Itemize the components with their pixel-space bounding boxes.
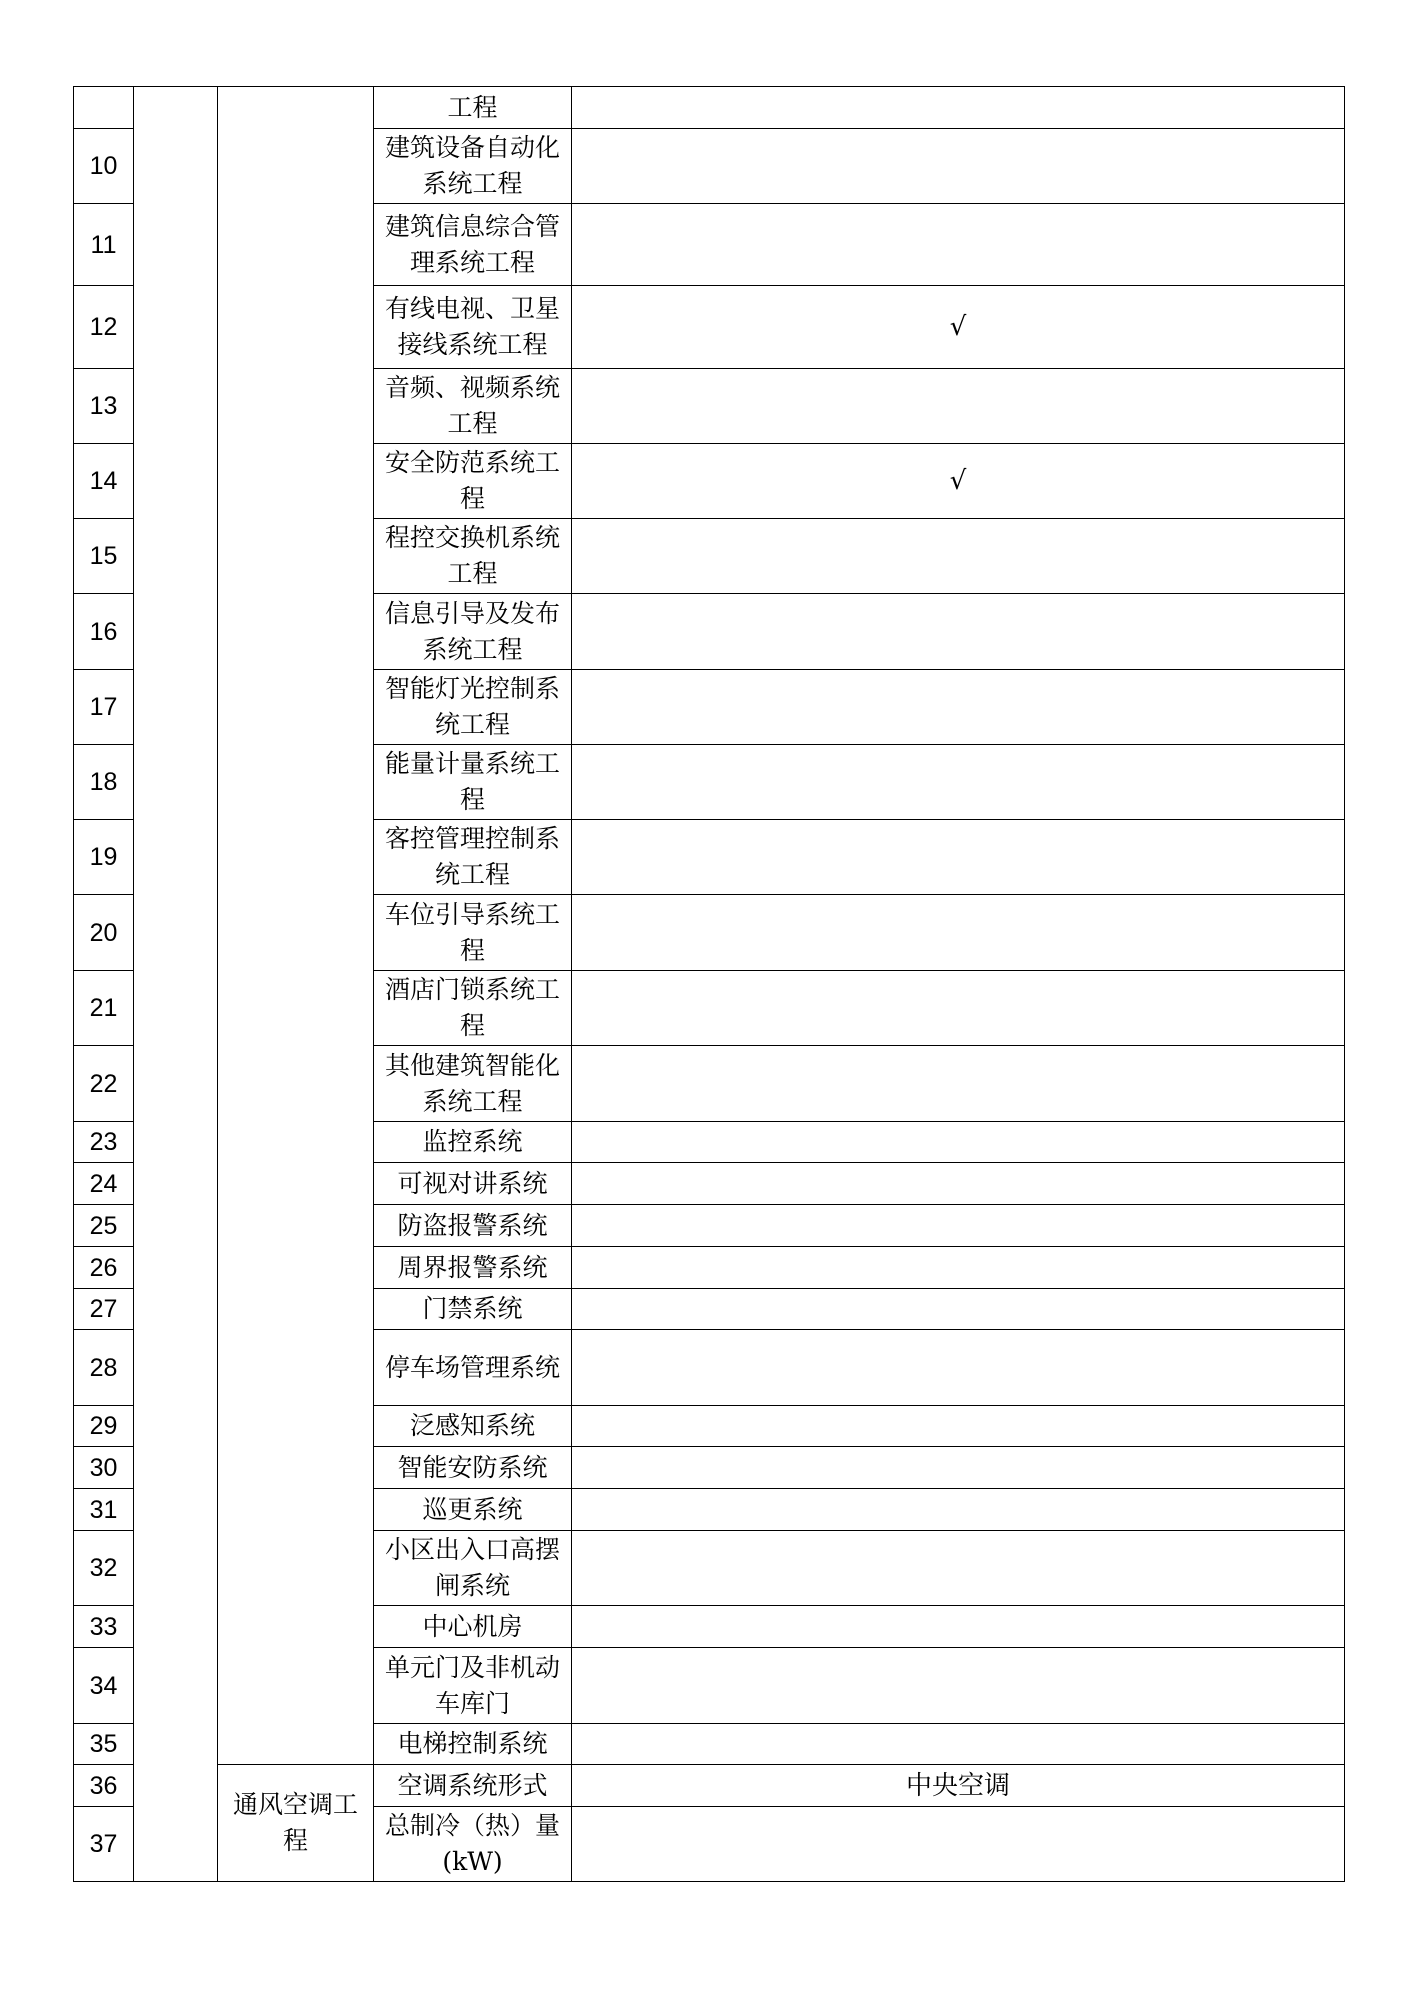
row-number: 32 [74,1531,134,1606]
row-number: 21 [74,971,134,1046]
row-number: 20 [74,895,134,971]
item-value [572,1289,1345,1330]
item-value [572,1531,1345,1606]
row-number: 35 [74,1724,134,1765]
item-value: √ [572,444,1345,519]
item-name: 电梯控制系统 [374,1724,572,1765]
item-value [572,129,1345,204]
item-name: 空调系统形式 [374,1765,572,1807]
project-info-table [73,86,1345,1882]
row-number: 36 [74,1765,134,1807]
item-value [572,594,1345,670]
row-number: 30 [74,1447,134,1489]
item-name: 酒店门锁系统工程 [374,971,572,1046]
row-number: 10 [74,129,134,204]
item-value [572,1447,1345,1489]
row-number: 24 [74,1163,134,1205]
table-row [74,87,1345,129]
item-name: 单元门及非机动车库门 [374,1648,572,1724]
item-name: 工程 [374,87,572,129]
item-name: 防盗报警系统 [374,1205,572,1247]
item-value [572,745,1345,820]
row-number: 16 [74,594,134,670]
item-value: 中央空调 [572,1765,1345,1807]
item-name: 安全防范系统工程 [374,444,572,519]
subcategory-cell [218,87,374,1765]
item-value [572,670,1345,745]
row-number: 37 [74,1807,134,1882]
table-row [74,1765,1345,1807]
item-value [572,895,1345,971]
item-name: 泛感知系统 [374,1406,572,1447]
item-name: 总制冷（热）量(kW) [374,1807,572,1882]
row-number: 13 [74,369,134,444]
item-value [572,1648,1345,1724]
item-name: 车位引导系统工程 [374,895,572,971]
item-value [572,1606,1345,1648]
item-name: 周界报警系统 [374,1247,572,1289]
item-name: 建筑设备自动化系统工程 [374,129,572,204]
row-number: 25 [74,1205,134,1247]
item-value [572,204,1345,286]
item-value [572,971,1345,1046]
item-value [572,820,1345,895]
item-value [572,1046,1345,1122]
item-name: 其他建筑智能化系统工程 [374,1046,572,1122]
item-value [572,1247,1345,1289]
item-name: 智能灯光控制系统工程 [374,670,572,745]
item-name: 监控系统 [374,1122,572,1163]
item-name: 巡更系统 [374,1489,572,1531]
row-number: 33 [74,1606,134,1648]
item-name: 可视对讲系统 [374,1163,572,1205]
item-value [572,1163,1345,1205]
row-number: 34 [74,1648,134,1724]
item-name: 信息引导及发布系统工程 [374,594,572,670]
item-name: 有线电视、卫星接线系统工程 [374,286,572,369]
item-value [572,1122,1345,1163]
group-hvac-label: 通风空调工程 [218,1765,374,1882]
item-value [572,369,1345,444]
item-value [572,519,1345,594]
item-name: 停车场管理系统 [374,1330,572,1406]
row-number: 18 [74,745,134,820]
row-number: 29 [74,1406,134,1447]
item-value [572,1489,1345,1531]
row-number: 28 [74,1330,134,1406]
item-name: 建筑信息综合管理系统工程 [374,204,572,286]
row-number: 15 [74,519,134,594]
row-number: 27 [74,1289,134,1330]
item-value [572,1406,1345,1447]
row-number: 11 [74,204,134,286]
item-name: 智能安防系统 [374,1447,572,1489]
item-name: 客控管理控制系统工程 [374,820,572,895]
item-value [572,87,1345,129]
row-number: 22 [74,1046,134,1122]
row-number: 26 [74,1247,134,1289]
row-number: 17 [74,670,134,745]
item-value [572,1330,1345,1406]
item-name: 门禁系统 [374,1289,572,1330]
item-name: 音频、视频系统工程 [374,369,572,444]
row-number: 12 [74,286,134,369]
row-number: 23 [74,1122,134,1163]
row-number: 14 [74,444,134,519]
item-name: 能量计量系统工程 [374,745,572,820]
item-value: √ [572,286,1345,369]
row-number: 19 [74,820,134,895]
row-number: 31 [74,1489,134,1531]
row-number [74,87,134,129]
item-name: 中心机房 [374,1606,572,1648]
item-value [572,1205,1345,1247]
item-name: 小区出入口高摆闸系统 [374,1531,572,1606]
item-name: 程控交换机系统工程 [374,519,572,594]
item-value [572,1724,1345,1765]
item-value [572,1807,1345,1882]
category-cell [134,87,218,1882]
